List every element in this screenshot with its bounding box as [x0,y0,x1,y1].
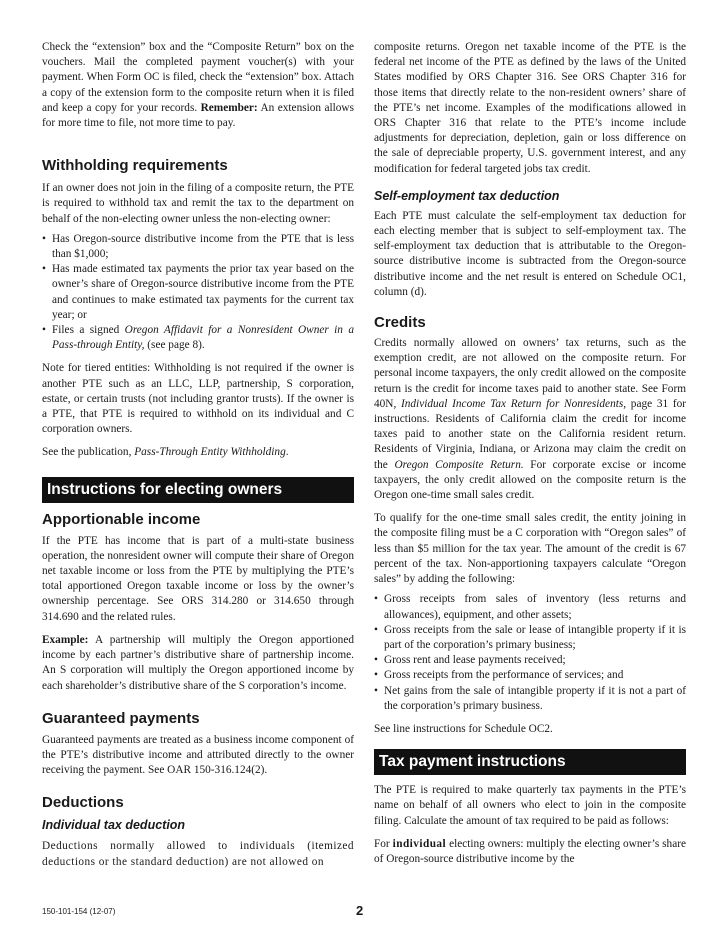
page-number: 2 [356,903,364,918]
withholding-paragraph: If an owner does not join in the filing of a composite return, the PTE is required to withhold tax and remit the tax to the department on behalf of the non-electing owner unless the non-electing owner: [42,182,354,225]
continued-paragraph: composite returns. Oregon net taxable income of the PTE is the federal net income of the PTE as defined by the laws of the United States modified by ORS Chapter 316. See ORS Chapter 316 for those items that directly relate to the non-resident owners’ share of the PTE’s net income. Examples of the modifications allowed in ORS Chapter 316 that relate to the PTE’s income include adjustments for depreciation, depletion, gain or loss difference on the sale of depreciable property, U.S. government interest, and any modification for federal targeted jobs tax credit. [374,41,686,175]
self-employment-paragraph: Each PTE must calculate the self-employment tax deduction for each electing member that is subject to self-employment tax. The self-employment tax deduction that is attributable to the Oregon-source distributive income is subtracted from the Oregon-source distributive income and the net result is entered on Schedule OC1, column (d). [374,209,686,298]
bullet-item: • Files a signed Oregon Affidavit for a Nonresident Owner in a Pass-through Entity, (see page 8). [42,323,354,353]
withholding-bullets [42,232,354,354]
bullet-item: • Gross rent and lease payments received; [374,653,686,668]
individual-tax-deduction-paragraph: Deductions normally allowed to individuals (itemized deductions or the standard deduction) are not allowed on [42,840,354,868]
left-column [42,40,354,870]
credits-paragraph: Credits normally allowed on owners’ tax returns, such as the exemption credit, are not allowed on the composite return. For personal income taxpayers, the only credit allowed on the composite return is the credit for income taxes paid to another state. See Form 40N, Individual Income Tax Return for Nonresidents, page 31 for instructions. Residents of California claim the credit for income taxes paid to another state on the California resident return. Residents of Virginia, Indiana, or Arizona may claim the credit on the Oregon Composite Return. For corporate excise or income taxpayers, the only credit allowed on the composite return is the Oregon one-time small sales credit. [374,337,687,502]
intro-paragraph: Check the “extension” box and the “Composite Return” box on the vouchers. Mail the completed payment voucher(s) with your payment. When Form OC is filed, check the “extension” box. Attach a copy of the extension form to the composite return when it is filed and keep a copy for your records. Remember: An extension allows for more time to file, not more time to pay. [42,41,354,130]
self-employment-heading: Self-employment tax deduction [374,188,560,203]
small-sales-credit-paragraph: To qualify for the one-time small sales credit, the entity joining in the composite filing must be a C corporation with “Oregon sales” of less than $5 million for the tax year. The amount of the credit is 67 percent of the tax. Non-apportioning taxpayers calculate “Oregon sales” by adding the following: [374,512,686,586]
publication-reference: See the publication, Pass-Through Entity Withholding. [42,446,289,459]
right-column [374,40,686,867]
bullet-item: • Has made estimated tax payments the prior tax year based on the owner’s share of Oregon-source distributive income from the PTE and continues to make estimated tax payments for the current tax year; or [42,262,354,323]
apportionable-income-paragraph: If the PTE has income that is part of a multi-state business operation, the nonresident owner will compute their share of Oregon net taxable income or loss from the PTE by multiplying the PTE’s total apportioned Oregon taxable income or loss by the owner’s ownership percentage. See ORS 314.280 or 314.650 through 314.690 and the related rules. [42,534,354,623]
deductions-heading: Deductions [42,794,124,812]
withholding-heading: Withholding requirements [42,157,228,175]
tax-payment-section-bar: Tax payment instructions [374,749,686,775]
individual-owners-paragraph: For individual electing owners: multiply the electing owner’s share of Oregon-source distributive income by the [374,837,686,865]
apportionable-income-heading: Apportionable income [42,510,201,528]
bullet-item: • Net gains from the sale of intangible property if it is not a part of the corporation’s primary business. [374,684,686,714]
bullet-item: • Has Oregon-source distributive income from the PTE that is less than $1,000; [42,232,354,262]
oregon-sales-bullets [374,592,686,714]
form-code: 150-101-154 (12-07) [42,907,116,916]
guaranteed-payments-paragraph: Guaranteed payments are treated as a business income component of the PTE’s distributive income and attributed directly to the owner receiving the payment. See OAR 150-316.124(2). [42,733,354,777]
guaranteed-payments-heading: Guaranteed payments [42,709,200,727]
bullet-item: • Gross receipts from the performance of services; and [374,668,686,683]
schedule-oc2-reference: See line instructions for Schedule OC2. [374,722,553,735]
bullet-item: • Gross receipts from the sale or lease of intangible property if it is part of the corporation’s primary business; [374,623,686,653]
individual-tax-deduction-heading: Individual tax deduction [42,818,186,833]
example-paragraph: Example: A partnership will multiply the Oregon apportioned income by each partner’s distributive share of partnership income. An S corporation will multiply the Oregon apportioned income by each shareholder’s distributive share of the S corporation’s income. [42,633,354,692]
credits-heading: Credits [374,314,426,332]
electing-owners-section-bar: Instructions for electing owners [42,477,354,503]
bullet-item: • Gross receipts from sales of inventory (less returns and allowances), equipment, and other assets; [374,592,686,622]
tax-payment-paragraph: The PTE is required to make quarterly tax payments in the PTE’s name on behalf of all owners who elect to join in the composite filing. Calculate the amount of tax required to be paid as follows: [374,784,686,827]
tiered-entities-note: Note for tiered entities: Withholding is not required if the owner is another PTE such as an LLC, LLP, partnership, S corporation, estate, or certain trusts (not including grantor trusts). If the owner is a PTE, that PTE is required to withhold on its individual and C corporation owners. [42,362,354,436]
